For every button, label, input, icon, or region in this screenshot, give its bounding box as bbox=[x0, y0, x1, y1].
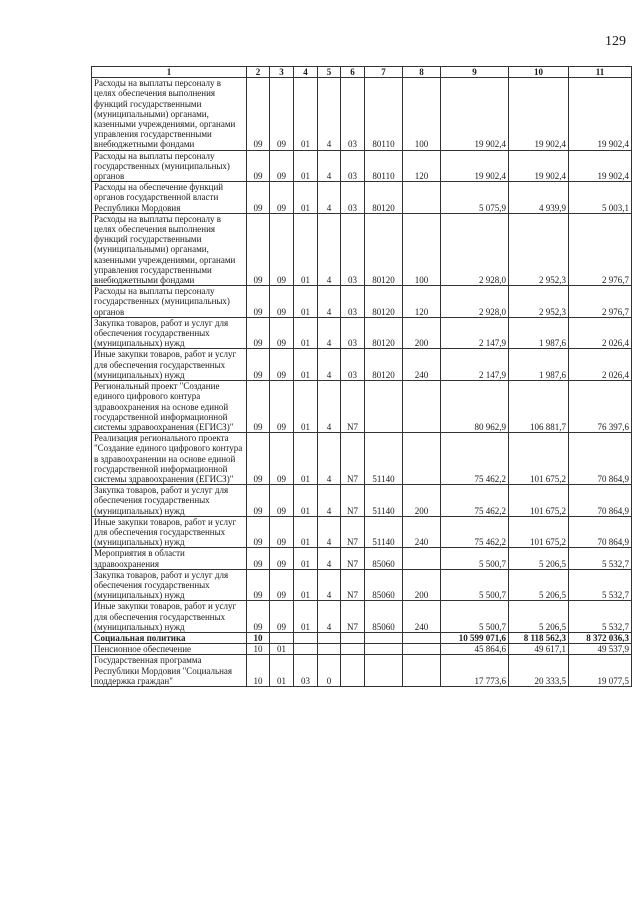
row-value-cell bbox=[318, 632, 341, 643]
row-name-cell: Мероприятия в области здравоохранения bbox=[92, 548, 247, 569]
row-value-cell: 03 bbox=[294, 655, 318, 687]
table-row bbox=[92, 381, 632, 433]
row-value-cell: 0 bbox=[318, 655, 341, 687]
row-value-cell: 09 bbox=[270, 150, 294, 182]
row-value-cell: 75 462,2 bbox=[441, 516, 509, 548]
page-number: 129 bbox=[605, 34, 626, 49]
row-value-cell: 5 075,9 bbox=[441, 182, 509, 214]
row-value-cell: N7 bbox=[341, 433, 365, 485]
row-value-cell: 03 bbox=[341, 78, 365, 150]
row-name-cell: Реализация регионального проекта "Создание единого цифрового контура в здравоохранении на основе единой государственной информационной системы здравоохранения (ЕГИСЗ)" bbox=[92, 433, 247, 485]
row-value-cell: 49 617,1 bbox=[509, 644, 569, 655]
row-value-cell: 03 bbox=[341, 286, 365, 318]
table-row bbox=[92, 213, 632, 285]
row-value-cell: 01 bbox=[294, 182, 318, 214]
row-value-cell bbox=[318, 644, 341, 655]
row-value-cell: 51140 bbox=[365, 516, 403, 548]
row-value-cell: 19 902,4 bbox=[509, 78, 569, 150]
row-value-cell: 09 bbox=[270, 182, 294, 214]
row-value-cell: 100 bbox=[403, 78, 441, 150]
row-value-cell bbox=[341, 644, 365, 655]
row-value-cell: 01 bbox=[270, 644, 294, 655]
row-name-cell: Расходы на выплаты персоналу государственных (муниципальных) органов bbox=[92, 286, 247, 318]
row-value-cell: 120 bbox=[403, 150, 441, 182]
row-value-cell: 09 bbox=[247, 381, 270, 433]
row-value-cell bbox=[403, 632, 441, 643]
row-value-cell: 5 206,5 bbox=[509, 548, 569, 569]
row-value-cell: 8 118 562,3 bbox=[509, 632, 569, 643]
row-value-cell: 120 bbox=[403, 286, 441, 318]
row-value-cell: 100 bbox=[403, 213, 441, 285]
row-value-cell: 101 675,2 bbox=[509, 485, 569, 517]
row-value-cell: N7 bbox=[341, 516, 365, 548]
row-value-cell: N7 bbox=[341, 601, 365, 633]
row-value-cell: 03 bbox=[341, 182, 365, 214]
row-value-cell: 09 bbox=[247, 150, 270, 182]
row-name-cell: Закупка товаров, работ и услуг для обеспечения государственных (муниципальных) нужд bbox=[92, 569, 247, 601]
row-value-cell: 1 987,6 bbox=[509, 349, 569, 381]
row-value-cell: 2 928,0 bbox=[441, 213, 509, 285]
row-value-cell: 2 026,4 bbox=[569, 349, 632, 381]
row-value-cell: 09 bbox=[247, 78, 270, 150]
row-value-cell: 09 bbox=[247, 548, 270, 569]
row-value-cell: 4 bbox=[318, 317, 341, 349]
row-value-cell: 19 902,4 bbox=[441, 78, 509, 150]
header-cell: 3 bbox=[270, 67, 294, 78]
row-value-cell: 45 864,6 bbox=[441, 644, 509, 655]
row-value-cell: 09 bbox=[247, 601, 270, 633]
row-value-cell: 09 bbox=[247, 213, 270, 285]
table-row bbox=[92, 516, 632, 548]
row-name-cell: Расходы на выплаты персоналу в целях обеспечения выполнения функций государственными (муниципальными) органами, казенными учреждениями, органами управления государственными внебюджетными фондами bbox=[92, 78, 247, 150]
row-value-cell: 200 bbox=[403, 485, 441, 517]
row-value-cell bbox=[294, 644, 318, 655]
row-name-cell: Социальная политика bbox=[92, 632, 247, 643]
row-value-cell: 01 bbox=[294, 485, 318, 517]
table-row bbox=[92, 644, 632, 655]
row-value-cell: 09 bbox=[270, 485, 294, 517]
row-value-cell bbox=[365, 655, 403, 687]
row-value-cell: 80120 bbox=[365, 349, 403, 381]
row-value-cell: 70 864,9 bbox=[569, 516, 632, 548]
table-body bbox=[92, 67, 632, 687]
row-name-cell: Иные закупки товаров, работ и услуг для обеспечения государственных (муниципальных) нужд bbox=[92, 349, 247, 381]
table-row bbox=[92, 349, 632, 381]
row-value-cell: 4 bbox=[318, 601, 341, 633]
row-value-cell: 5 206,5 bbox=[509, 569, 569, 601]
table-row bbox=[92, 150, 632, 182]
row-value-cell: 17 773,6 bbox=[441, 655, 509, 687]
row-value-cell: 09 bbox=[270, 433, 294, 485]
header-cell: 7 bbox=[365, 67, 403, 78]
row-value-cell: 80120 bbox=[365, 317, 403, 349]
row-value-cell: 80110 bbox=[365, 78, 403, 150]
table-row bbox=[92, 485, 632, 517]
header-cell: 8 bbox=[403, 67, 441, 78]
row-value-cell: 80110 bbox=[365, 150, 403, 182]
row-value-cell: 09 bbox=[247, 182, 270, 214]
row-value-cell: 5 500,7 bbox=[441, 601, 509, 633]
row-value-cell: 01 bbox=[294, 317, 318, 349]
row-value-cell: 4 bbox=[318, 213, 341, 285]
table-header-row bbox=[92, 67, 632, 78]
row-value-cell: 49 537,9 bbox=[569, 644, 632, 655]
row-name-cell: Пенсионное обеспечение bbox=[92, 644, 247, 655]
table-row bbox=[92, 286, 632, 318]
row-value-cell: 240 bbox=[403, 601, 441, 633]
row-value-cell: 5 500,7 bbox=[441, 548, 509, 569]
row-value-cell: 10 bbox=[247, 644, 270, 655]
row-value-cell: 4 939,9 bbox=[509, 182, 569, 214]
table-row bbox=[92, 317, 632, 349]
row-value-cell: 5 532,7 bbox=[569, 601, 632, 633]
row-value-cell: 75 462,2 bbox=[441, 433, 509, 485]
row-name-cell: Расходы на выплаты персоналу государственных (муниципальных) органов bbox=[92, 150, 247, 182]
table-row bbox=[92, 182, 632, 214]
row-value-cell: 19 902,4 bbox=[569, 78, 632, 150]
row-value-cell: 19 902,4 bbox=[509, 150, 569, 182]
row-value-cell: 09 bbox=[247, 569, 270, 601]
header-cell: 6 bbox=[341, 67, 365, 78]
row-value-cell: 09 bbox=[270, 317, 294, 349]
row-value-cell bbox=[403, 182, 441, 214]
row-value-cell: 19 902,4 bbox=[569, 150, 632, 182]
header-cell: 5 bbox=[318, 67, 341, 78]
row-value-cell: 4 bbox=[318, 516, 341, 548]
row-name-cell: Расходы на выплаты персоналу в целях обеспечения выполнения функций государственными (муниципальными) органами, казенными учреждениями, органами управления государственными внебюджетными фондами bbox=[92, 213, 247, 285]
row-value-cell: 240 bbox=[403, 516, 441, 548]
row-value-cell: 01 bbox=[294, 548, 318, 569]
row-value-cell: 4 bbox=[318, 433, 341, 485]
row-value-cell: 09 bbox=[247, 516, 270, 548]
row-value-cell: 5 500,7 bbox=[441, 569, 509, 601]
row-value-cell: 85060 bbox=[365, 548, 403, 569]
row-value-cell: 2 147,9 bbox=[441, 349, 509, 381]
row-value-cell: 09 bbox=[270, 78, 294, 150]
row-value-cell: 75 462,2 bbox=[441, 485, 509, 517]
row-name-cell: Иные закупки товаров, работ и услуг для обеспечения государственных (муниципальных) нужд bbox=[92, 516, 247, 548]
row-value-cell bbox=[365, 632, 403, 643]
row-value-cell: 2 976,7 bbox=[569, 286, 632, 318]
row-value-cell: 01 bbox=[294, 78, 318, 150]
row-value-cell: 101 675,2 bbox=[509, 433, 569, 485]
row-value-cell: N7 bbox=[341, 485, 365, 517]
row-value-cell: 03 bbox=[341, 317, 365, 349]
row-value-cell bbox=[403, 644, 441, 655]
row-value-cell bbox=[365, 381, 403, 433]
header-cell: 9 bbox=[441, 67, 509, 78]
row-value-cell: 09 bbox=[247, 485, 270, 517]
table-row bbox=[92, 655, 632, 687]
row-value-cell bbox=[341, 632, 365, 643]
row-value-cell: 200 bbox=[403, 317, 441, 349]
row-value-cell: 1 987,6 bbox=[509, 317, 569, 349]
row-value-cell: 5 206,5 bbox=[509, 601, 569, 633]
row-value-cell: 2 026,4 bbox=[569, 317, 632, 349]
row-value-cell: 09 bbox=[247, 286, 270, 318]
row-value-cell: 03 bbox=[341, 150, 365, 182]
row-value-cell: 09 bbox=[247, 349, 270, 381]
table-row bbox=[92, 632, 632, 643]
row-value-cell: 4 bbox=[318, 548, 341, 569]
row-value-cell: 85060 bbox=[365, 569, 403, 601]
header-cell: 10 bbox=[509, 67, 569, 78]
row-value-cell: N7 bbox=[341, 548, 365, 569]
row-value-cell: 01 bbox=[294, 516, 318, 548]
row-value-cell: 09 bbox=[247, 317, 270, 349]
row-value-cell: 4 bbox=[318, 78, 341, 150]
header-cell: 11 bbox=[569, 67, 632, 78]
budget-table bbox=[91, 66, 632, 687]
row-value-cell: 80120 bbox=[365, 182, 403, 214]
row-value-cell bbox=[341, 655, 365, 687]
row-value-cell: 70 864,9 bbox=[569, 433, 632, 485]
row-value-cell: 09 bbox=[270, 548, 294, 569]
row-value-cell: 19 077,5 bbox=[569, 655, 632, 687]
row-value-cell: 01 bbox=[294, 601, 318, 633]
row-value-cell bbox=[403, 655, 441, 687]
table-row bbox=[92, 569, 632, 601]
row-value-cell: N7 bbox=[341, 569, 365, 601]
row-value-cell: 76 397,6 bbox=[569, 381, 632, 433]
row-name-cell: Иные закупки товаров, работ и услуг для обеспечения государственных (муниципальных) нужд bbox=[92, 601, 247, 633]
row-value-cell: 101 675,2 bbox=[509, 516, 569, 548]
row-value-cell: 4 bbox=[318, 381, 341, 433]
header-cell: 1 bbox=[92, 67, 247, 78]
row-name-cell: Региональный проект "Создание единого цифрового контура здравоохранения на основе единой государственной информационной системы здравоохранения (ЕГИСЗ)" bbox=[92, 381, 247, 433]
row-value-cell: 10 bbox=[247, 655, 270, 687]
row-value-cell: 09 bbox=[270, 516, 294, 548]
row-value-cell bbox=[403, 381, 441, 433]
table-row bbox=[92, 601, 632, 633]
row-name-cell: Закупка товаров, работ и услуг для обеспечения государственных (муниципальных) нужд bbox=[92, 485, 247, 517]
row-value-cell: 4 bbox=[318, 182, 341, 214]
row-value-cell: 09 bbox=[270, 569, 294, 601]
row-value-cell: 09 bbox=[270, 213, 294, 285]
table-row bbox=[92, 548, 632, 569]
row-value-cell: 8 372 036,3 bbox=[569, 632, 632, 643]
row-value-cell: 80120 bbox=[365, 286, 403, 318]
row-value-cell bbox=[294, 632, 318, 643]
row-value-cell: 10 599 071,6 bbox=[441, 632, 509, 643]
row-value-cell bbox=[403, 548, 441, 569]
row-value-cell bbox=[270, 632, 294, 643]
row-value-cell: 200 bbox=[403, 569, 441, 601]
row-value-cell: 01 bbox=[294, 433, 318, 485]
row-value-cell: N7 bbox=[341, 381, 365, 433]
header-cell: 2 bbox=[247, 67, 270, 78]
row-value-cell: 4 bbox=[318, 349, 341, 381]
row-value-cell: 01 bbox=[294, 569, 318, 601]
header-cell: 4 bbox=[294, 67, 318, 78]
row-value-cell: 2 952,3 bbox=[509, 286, 569, 318]
row-value-cell: 10 bbox=[247, 632, 270, 643]
row-value-cell: 01 bbox=[294, 213, 318, 285]
row-value-cell: 85060 bbox=[365, 601, 403, 633]
row-value-cell: 4 bbox=[318, 569, 341, 601]
row-value-cell: 2 952,3 bbox=[509, 213, 569, 285]
row-value-cell: 4 bbox=[318, 286, 341, 318]
row-value-cell: 5 532,7 bbox=[569, 548, 632, 569]
row-value-cell: 09 bbox=[270, 349, 294, 381]
row-value-cell: 106 881,7 bbox=[509, 381, 569, 433]
row-value-cell: 01 bbox=[294, 286, 318, 318]
row-value-cell: 80 962,9 bbox=[441, 381, 509, 433]
row-value-cell: 240 bbox=[403, 349, 441, 381]
row-value-cell bbox=[365, 644, 403, 655]
row-value-cell: 51140 bbox=[365, 433, 403, 485]
row-name-cell: Расходы на обеспечение функций органов государственной власти Республики Мордовия bbox=[92, 182, 247, 214]
row-value-cell: 01 bbox=[270, 655, 294, 687]
row-value-cell bbox=[403, 433, 441, 485]
row-value-cell: 01 bbox=[294, 150, 318, 182]
row-value-cell: 09 bbox=[247, 433, 270, 485]
row-value-cell: 09 bbox=[270, 381, 294, 433]
row-value-cell: 2 976,7 bbox=[569, 213, 632, 285]
row-name-cell: Закупка товаров, работ и услуг для обеспечения государственных (муниципальных) нужд bbox=[92, 317, 247, 349]
row-name-cell: Государственная программа Республики Мордовия "Социальная поддержка граждан" bbox=[92, 655, 247, 687]
row-value-cell: 51140 bbox=[365, 485, 403, 517]
row-value-cell: 4 bbox=[318, 485, 341, 517]
row-value-cell: 5 532,7 bbox=[569, 569, 632, 601]
row-value-cell: 09 bbox=[270, 286, 294, 318]
row-value-cell: 09 bbox=[270, 601, 294, 633]
row-value-cell: 19 902,4 bbox=[441, 150, 509, 182]
row-value-cell: 20 333,5 bbox=[509, 655, 569, 687]
row-value-cell: 5 003,1 bbox=[569, 182, 632, 214]
row-value-cell: 03 bbox=[341, 349, 365, 381]
row-value-cell: 70 864,9 bbox=[569, 485, 632, 517]
row-value-cell: 4 bbox=[318, 150, 341, 182]
row-value-cell: 80120 bbox=[365, 213, 403, 285]
table-row bbox=[92, 78, 632, 150]
table-row bbox=[92, 433, 632, 485]
row-value-cell: 01 bbox=[294, 381, 318, 433]
row-value-cell: 01 bbox=[294, 349, 318, 381]
row-value-cell: 03 bbox=[341, 213, 365, 285]
row-value-cell: 2 928,0 bbox=[441, 286, 509, 318]
row-value-cell: 2 147,9 bbox=[441, 317, 509, 349]
